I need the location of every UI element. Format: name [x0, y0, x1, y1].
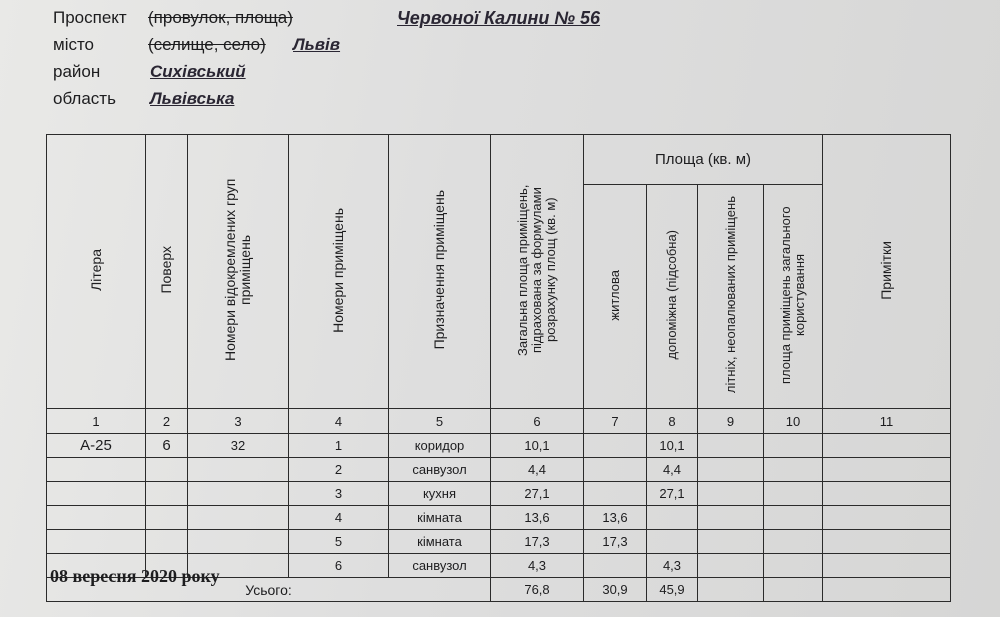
- header-common: площа приміщень загального користування: [764, 185, 823, 409]
- header-auxiliary: допоміжна (підсобна): [647, 185, 698, 409]
- column-number: 5: [389, 409, 491, 434]
- cell-total: 4,4: [491, 458, 584, 482]
- column-number: 11: [823, 409, 951, 434]
- cell-living: [584, 554, 647, 578]
- cell-aux: [647, 506, 698, 530]
- totals-aux: 45,9: [647, 578, 698, 602]
- totals-label: Усього:: [47, 578, 491, 602]
- column-number: 6: [491, 409, 584, 434]
- premises-table: [46, 134, 951, 602]
- region-value: Львівська: [150, 89, 235, 108]
- cell-total: 13,6: [491, 506, 584, 530]
- street-alternatives: (провулок, площа): [148, 8, 293, 27]
- cell-aux: 10,1: [647, 434, 698, 458]
- street-value: Червоної Калини № 56: [397, 8, 601, 28]
- cell-purpose: кімната: [389, 530, 491, 554]
- header-summer: літніх, неопалюваних приміщень: [698, 185, 764, 409]
- city-value: Львів: [293, 35, 341, 54]
- table-row: [47, 530, 951, 554]
- header-room-numbers: Номери приміщень: [289, 135, 389, 409]
- totals-living: 30,9: [584, 578, 647, 602]
- column-number: 2: [146, 409, 188, 434]
- column-number: 8: [647, 409, 698, 434]
- cell-room: 2: [289, 458, 389, 482]
- region-label: область: [53, 89, 116, 108]
- district-label: район: [53, 62, 101, 81]
- cell-group: 32: [188, 434, 289, 458]
- cell-total: 27,1: [491, 482, 584, 506]
- cell-purpose: кімната: [389, 506, 491, 530]
- cell-total: 17,3: [491, 530, 584, 554]
- header-living: житлова: [584, 185, 647, 409]
- header-letter: Літера: [47, 135, 146, 409]
- table-row: [47, 458, 951, 482]
- cell-living: 17,3: [584, 530, 647, 554]
- column-number: 7: [584, 409, 647, 434]
- cell-living: [584, 482, 647, 506]
- cell-floor: 6: [146, 434, 188, 458]
- cell-room: 5: [289, 530, 389, 554]
- column-number: 3: [188, 409, 289, 434]
- cell-purpose: кухня: [389, 482, 491, 506]
- table-row: [47, 434, 951, 458]
- cell-room: 3: [289, 482, 389, 506]
- cell-aux: 4,3: [647, 554, 698, 578]
- city-label: місто: [53, 35, 95, 54]
- cell-total: 10,1: [491, 434, 584, 458]
- cell-living: [584, 434, 647, 458]
- cell-purpose: коридор: [389, 434, 491, 458]
- column-number: 9: [698, 409, 764, 434]
- header-area-group: Площа (кв. м): [584, 135, 823, 185]
- cell-room: 4: [289, 506, 389, 530]
- header-total-area: Загальна площа приміщень, підрахована за формулами розрахунку площ (кв. м): [491, 135, 584, 409]
- city-alternatives: (селище, село): [148, 35, 266, 54]
- cell-aux: 4,4: [647, 458, 698, 482]
- cell-letter: А-25: [47, 434, 146, 458]
- table-row: [47, 482, 951, 506]
- cell-purpose: санвузол: [389, 458, 491, 482]
- district-value: Сихівський: [150, 62, 246, 81]
- header-group-numbers: Номери відокремлених груп приміщень: [188, 135, 289, 409]
- cell-living: 13,6: [584, 506, 647, 530]
- cell-aux: [647, 530, 698, 554]
- cell-purpose: санвузол: [389, 554, 491, 578]
- column-number: 1: [47, 409, 146, 434]
- cell-total: 4,3: [491, 554, 584, 578]
- cell-aux: 27,1: [647, 482, 698, 506]
- column-number: 10: [764, 409, 823, 434]
- street-label: Проспект: [53, 8, 127, 27]
- header-purpose: Призначення приміщень: [389, 135, 491, 409]
- document-date: 08 вересня 2020 року: [50, 566, 220, 586]
- column-number: 4: [289, 409, 389, 434]
- totals-total: 76,8: [491, 578, 584, 602]
- cell-living: [584, 458, 647, 482]
- table-row: [47, 506, 951, 530]
- header-notes: Примітки: [823, 135, 951, 409]
- cell-room: 6: [289, 554, 389, 578]
- cell-room: 1: [289, 434, 389, 458]
- header-floor: Поверх: [146, 135, 188, 409]
